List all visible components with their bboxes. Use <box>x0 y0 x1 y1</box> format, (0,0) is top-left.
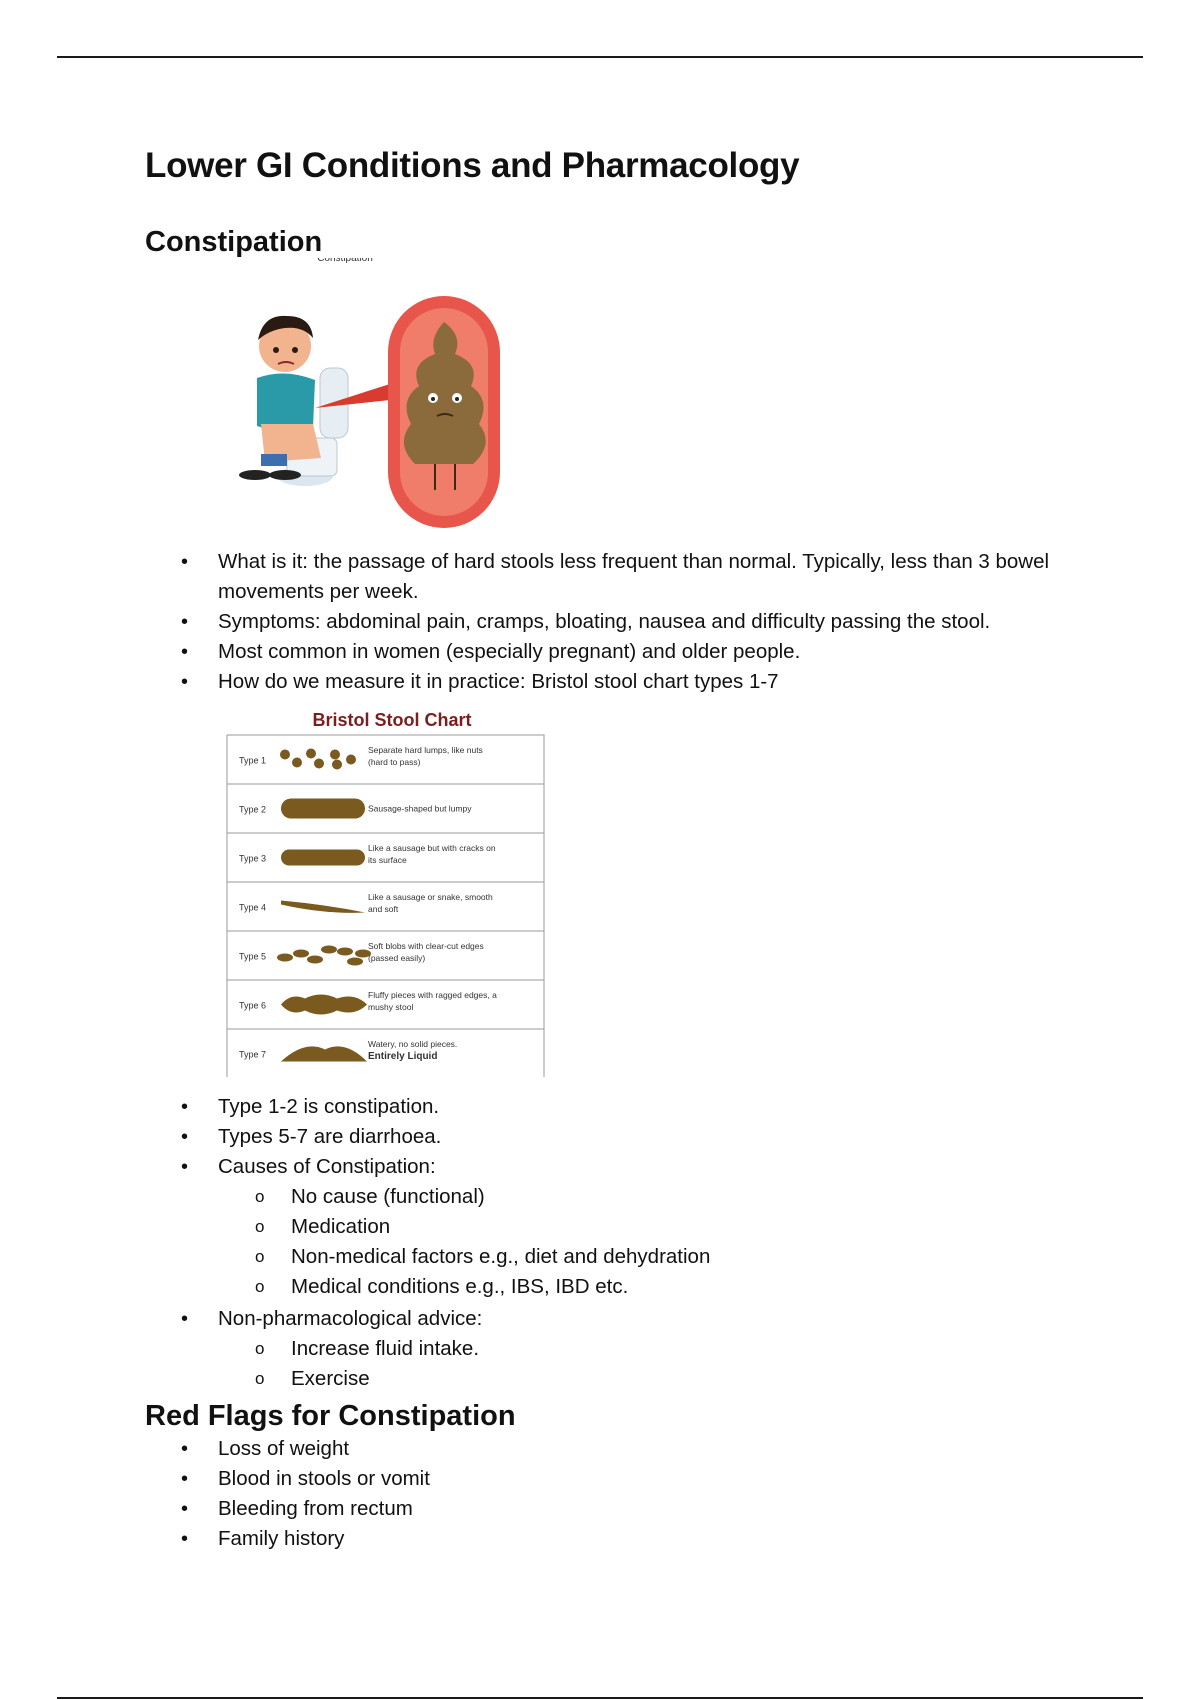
bristol-type-description: (passed easily) <box>368 953 426 963</box>
advice-sublist <box>145 1334 1105 1394</box>
sub-list-item: o Non-medical factors e.g., diet and dehydration <box>145 1242 1105 1272</box>
sub-list-item: o Exercise <box>145 1364 1105 1394</box>
stool-type-3-shape <box>281 850 365 866</box>
person-shoe-right <box>269 470 301 480</box>
person-shoe-left <box>239 470 271 480</box>
bristol-type-label: Type 4 <box>239 902 267 913</box>
bristol-chart-title: Bristol Stool Chart <box>312 710 472 730</box>
advice-bullet <box>145 1304 1105 1334</box>
sub-list-item: o Increase fluid intake. <box>145 1334 1105 1364</box>
bristol-stool-chart <box>222 705 557 1077</box>
bristol-type-label: Type 3 <box>239 853 267 864</box>
red-flags-heading: Red Flags for Constipation <box>145 1400 516 1432</box>
bristol-type-description: Fluffy pieces with ragged edges, a <box>368 990 497 1000</box>
red-flags-list <box>145 1434 1105 1554</box>
bristol-type-description: its surface <box>368 855 407 865</box>
list-item: • Blood in stools or vomit <box>145 1464 1105 1494</box>
stool-lump <box>280 750 290 760</box>
bristol-row <box>227 882 544 931</box>
bristol-type-description: Separate hard lumps, like nuts <box>368 745 483 755</box>
person-shorts <box>261 454 287 466</box>
stool-pupil-left <box>431 397 435 401</box>
stool-blob <box>277 954 293 962</box>
bristol-type-description: Entirely Liquid <box>368 1051 438 1062</box>
constipation-bullets <box>145 547 1105 697</box>
stool-lump <box>306 749 316 759</box>
constipation-illustration-svg <box>145 258 537 546</box>
bristol-type-label: Type 2 <box>239 804 267 815</box>
person-eye-left <box>273 347 279 353</box>
stool-blob <box>337 948 353 956</box>
list-item: • Symptoms: abdominal pain, cramps, bloating, nausea and difficulty passing the stool. <box>145 607 1105 637</box>
list-item: • Types 5-7 are diarrhoea. <box>145 1122 1105 1152</box>
list-item: • Most common in women (especially pregnant) and older people. <box>145 637 1105 667</box>
causes-sublist <box>145 1182 1105 1302</box>
bristol-row <box>227 980 544 1029</box>
header-rule <box>57 56 1143 58</box>
document-title: Lower GI Conditions and Pharmacology <box>145 146 800 185</box>
stool-lump <box>314 759 324 769</box>
stool-blob <box>347 958 363 966</box>
constipation-heading: Constipation <box>145 226 323 258</box>
list-item: • Family history <box>145 1524 1105 1554</box>
person-shirt <box>257 373 315 431</box>
list-item: • How do we measure it in practice: Bristol stool chart types 1-7 <box>145 667 1105 697</box>
bristol-row <box>227 1029 544 1077</box>
stool-lump <box>292 758 302 768</box>
list-item: • Non-pharmacological advice: <box>145 1304 1105 1334</box>
bristol-type-description: Like a sausage or snake, smooth <box>368 892 493 902</box>
sub-list-item: o No cause (functional) <box>145 1182 1105 1212</box>
stool-pupil-right <box>455 397 459 401</box>
bristol-type-description: mushy stool <box>368 1002 414 1012</box>
stool-type-2-shape <box>281 799 365 819</box>
stool-lump <box>330 750 340 760</box>
illustration-caption: Constipation <box>317 258 373 264</box>
bristol-row <box>227 833 544 882</box>
bristol-row <box>227 735 544 784</box>
list-item: • What is it: the passage of hard stools less frequent than normal. Typically, less than 3 bowel movements per week. <box>145 547 1105 607</box>
bristol-row <box>227 784 544 833</box>
stool-lump <box>332 760 342 770</box>
bristol-type-label: Type 6 <box>239 1000 267 1011</box>
bristol-type-description: Like a sausage but with cracks on <box>368 843 496 853</box>
bristol-type-description: Sausage-shaped but lumpy <box>368 803 472 814</box>
list-item: • Loss of weight <box>145 1434 1105 1464</box>
footer-rule <box>57 1697 1143 1699</box>
list-item: • Causes of Constipation: <box>145 1152 1105 1182</box>
bristol-row <box>227 931 544 980</box>
bristol-type-description: Watery, no solid pieces. <box>368 1039 458 1049</box>
bristol-chart-svg <box>222 705 557 1077</box>
bristol-type-label: Type 5 <box>239 951 267 962</box>
stool-type-bullets <box>145 1092 1105 1182</box>
bristol-type-description: Soft blobs with clear-cut edges <box>368 941 484 951</box>
sub-list-item: o Medical conditions e.g., IBS, IBD etc. <box>145 1272 1105 1302</box>
person-eye-right <box>292 347 298 353</box>
list-item: • Type 1-2 is constipation. <box>145 1092 1105 1122</box>
constipation-illustration <box>145 258 537 546</box>
bristol-chart-rows <box>227 735 544 1077</box>
stool-lump <box>346 755 356 765</box>
list-item: • Bleeding from rectum <box>145 1494 1105 1524</box>
bristol-type-label: Type 7 <box>239 1049 267 1060</box>
bristol-type-description: (hard to pass) <box>368 757 421 767</box>
sub-list-item: o Medication <box>145 1212 1105 1242</box>
stool-blob <box>293 950 309 958</box>
bristol-type-description: and soft <box>368 904 399 914</box>
stool-blob <box>321 946 337 954</box>
bristol-type-label: Type 1 <box>239 755 267 766</box>
stool-type-6-shape <box>281 995 367 1015</box>
stool-blob <box>307 956 323 964</box>
